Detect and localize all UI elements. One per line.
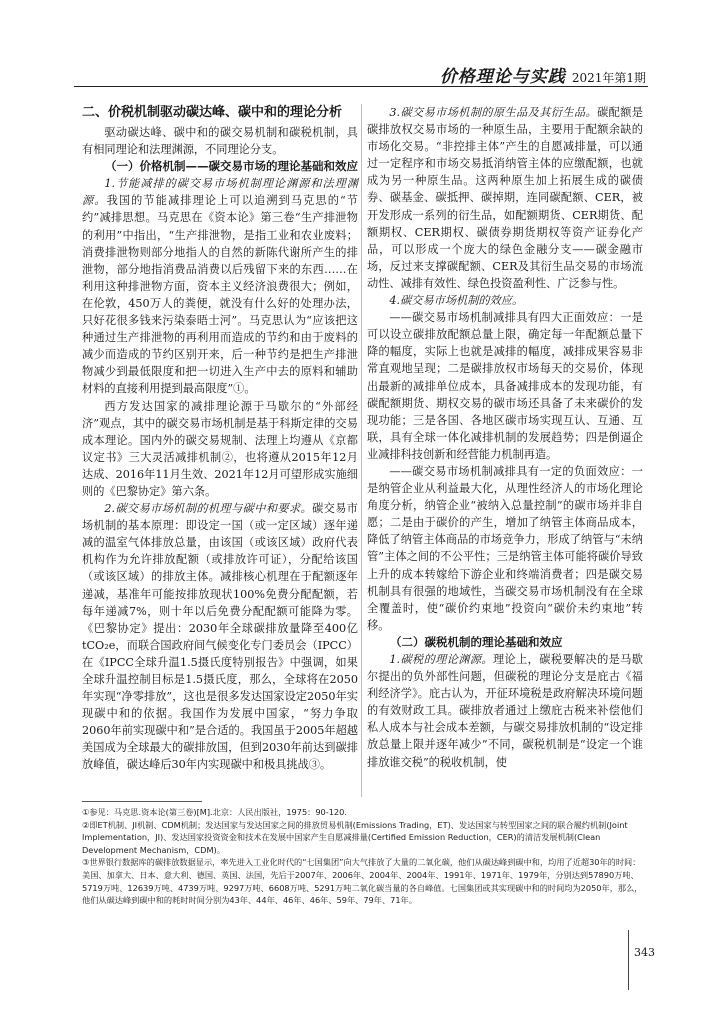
paragraph-label: 3.碳交易市场机制的原生品及其衍生品。 [389,106,598,119]
footnotes [82,806,644,907]
page-number-rule [628,930,629,990]
paragraph-body: 我国的节能减排理论上可以追溯到马克思的“节约”减排思想。马克思在《资本论》第三卷“生产排泄物的利用”中指出，“生产排泄物，是指工业和农业废料；消费排泄物则部分地指人的自然的新陈代谢所产生的排泄物，部分地指消费品消费以后残留下来的东西……在利用这种排泄物方面，资本主义经济浪费很大；例如，在伦敦，450万人的粪便，就没有什么好的处理办法，只好花很多钱来污染泰晤士河”。马克思认为“应该把这种通过生产排泄物的再利用而造成的节约和由于废料的减少而造成的节约区别开来，后一种节约是把生产排泄物减少到最低限度和把一切进入生产中去的原料和辅助材料的直接利用提到最高限度”①。 [82,194,358,396]
journal-name: 价格理论与实践 [439,67,566,87]
paragraph-label: 2.碳交易市场机制的机理与碳中和要求。 [104,502,313,516]
paragraph-label: 4.碳交易市场机制的效应。 [389,294,524,308]
right-column [367,104,643,771]
paragraph-body: 碳配额是碳排放权交易市场的一种原生品，主要用于配额余缺的市场化交易。“非控排主体”产生的自愿减排量，可以通过一定程序和市场交易抵消纳管主体的应缴配额，也就成为另一种原生品。这两种原生加上拓展生成的碳债券、碳基金、碳抵押、碳掉期，连同碳配额、CER，被开发形成一系列的衍生品，如配额期货、CER期货、配额期权、CER期权、碳债券期货期权等资产证券化产品，可以形成一个庞大的绿色金融分支——碳金融市场，反过来支撑碳配额、CER及其衍生品交易的市场流动性、减排有效性、绿色投资盈利性、广泛参与性。 [367,106,643,290]
paragraph: ——碳交易市场机制减排具有一定的负面效应：一是纳管企业从利益最大化，从理性经济人的市场化理论角度分析，纳管企业“被纳入总量控制”的碳市场并非自愿；二是由于碳价的产生，增加了纳管主体商品成本，降低了纳管主体商品的市场竞争力，形成了纳管与“未纳管”主体之间的不公平性；三是纳管主体可能将碳价导致上升的成本转嫁给下游企业和终端消费者；四是碳交易机制具有很强的地域性，当碳交易市场机制没有在全球全覆盖时，使“碳价约束地”投资向“碳价未约束地”转移。 [367,464,643,632]
paragraph [82,175,358,397]
left-column [82,104,358,774]
paragraph-body: 理论上，碳税要解决的是马歇尔提出的负外部性问题，但碳税的理论分支是庇古《福利经济学》。庇古认为，开征环境税是政府解决环境问题的有效财政工具。碳排放者通过上缴庇古税来补偿他们私人成本与社会成本差额，与碳交易排放机制的“设定排放总量上限并逐年减少”不同，碳税机制是“设定一个谁排放谁交税”的税收机制，使 [367,653,643,769]
footnote: ②即ET机制、JI机制、CDM机制；发达国家与发达国家之间的排放贸易机制(Emissions Trading，ET)、发达国家与转型国家之间的联合履约机制(Joint Implementation，JI)、发达国家投资资金和技术在发展中国家产生自愿减排量(Certified Emission Reduction，CER)的清洁发展机制(Clean Development Mechanism，CDM)。 [82,819,628,855]
section-title: 二、价税机制驱动碳达峰、碳中和的理论分析 [82,105,343,120]
page-number: 343 [634,946,655,959]
paragraph: ——碳交易市场机制减排具有四大正面效应：一是可以设立碳排放配额总量上限，确定每一年配额总量下降的幅度，实际上也就是减排的幅度，减排成果容易非常直观地呈现；二是碳排放权市场每天的交易价，体现出最新的减排单位成本，具备减排成本的发现功能，有碳配额期货、期权交易的碳市场还具备了未来碳价的发现功能；三是各国、各地区碳市场实现互认、互通、互联，具有全球一体化减排机制的发展趋势；四是倒逼企业减排科技创新和经营能力机制再造。 [367,311,643,461]
paragraph-body: 碳交易市场机制的基本原理：即设定一国（或一定区域）逐年递减的温室气体排放总量，由该国（或该区域）政府代表机构作为允许排放配额（或排放许可证），分配给该国（或该区域）的排放主体。减排核心机理在于配额逐年递减，基准年可能按排放现状100%免费分配配额，若每年递减7%，则十年以后免费分配配额可能降为零。《巴黎协定》提出：2030年全球碳排放量降至400亿tCO₂e，而联合国政府间气候变化专门委员会（IPCC）在《IPCC全球升温1.5摄氏度特别报告》中强调，如果全球升温控制目标是1.5摄氏度，那么，全球将在2050年实现“净零排放”，这也是很多发达国家设定2050年实现碳中和的依据。我国作为发展中国家，“努力争取2060年前实现碳中和”是合适的。我国虽于2005年超越美国成为全球最大的碳排放国，但到2030年前达到碳排放峰值，碳达峰后30年内实现碳中和极具挑战③。 [82,502,358,772]
subsection-title-2: （二）碳税机制的理论基础和效应 [390,634,563,649]
subsection-title-1: （一）价格机制——碳交易市场的理论基础和效应 [105,159,358,174]
paragraph: 西方发达国家的减排理论源于马歇尔的“外部经济”观点，其中的碳交易市场机制是基于科斯定律的交易成本理论。国内外的碳交易规制、法理上均遵从《京都议定书》三大灵活减排机制②，也将遵从2015年12月达成、2016年11月生效、2021年12月可望形成实施细则的《巴黎协定》第六条。 [82,399,358,498]
footnote: ①参见：马克思.资本论(第三卷)[M].北京：人民出版社，1975：90-120. [82,807,347,817]
running-header [440,62,646,87]
paragraph [367,651,643,771]
paragraph [82,500,358,774]
footnote-rule [82,801,202,802]
header-rule [74,86,648,87]
column-divider [361,104,362,797]
paragraph-label: 1.碳税的理论渊源。 [389,653,493,666]
paragraph-label: 1.节能减排的碳交易市场机制理论渊源和法理渊源。 [82,177,358,208]
section-intro: 驱动碳达峰、碳中和的碳交易机制和碳税机制，具有相同理论和法理渊源，不同理论分支。 [82,126,358,157]
issue-label: 2021年第1期 [571,71,646,85]
footnote: ③世界银行数据库的碳排放数据显示，率先进入工业化时代的“七国集团”向大气排放了大量的二氧化碳，他们从碳达峰到碳中和，均用了近超30年的时间：美国、加拿大、日本、意大利、德国、英国、法国，先后于2007年、2006年、2004年、2004年、1991年、1971年、1979年，分别达到57890万吨、5719万吨、12639万吨、4739万吨、9297万吨、6608万吨、5291万吨二氧化碳当量的各自峰值。七国集团或其实现碳中和的时间均为2050年，那么，他们从碳达峰到碳中和的耗时时间分别为43年、44年、46年、46年、59年、79年、71年。 [82,857,643,906]
paragraph [367,104,643,292]
